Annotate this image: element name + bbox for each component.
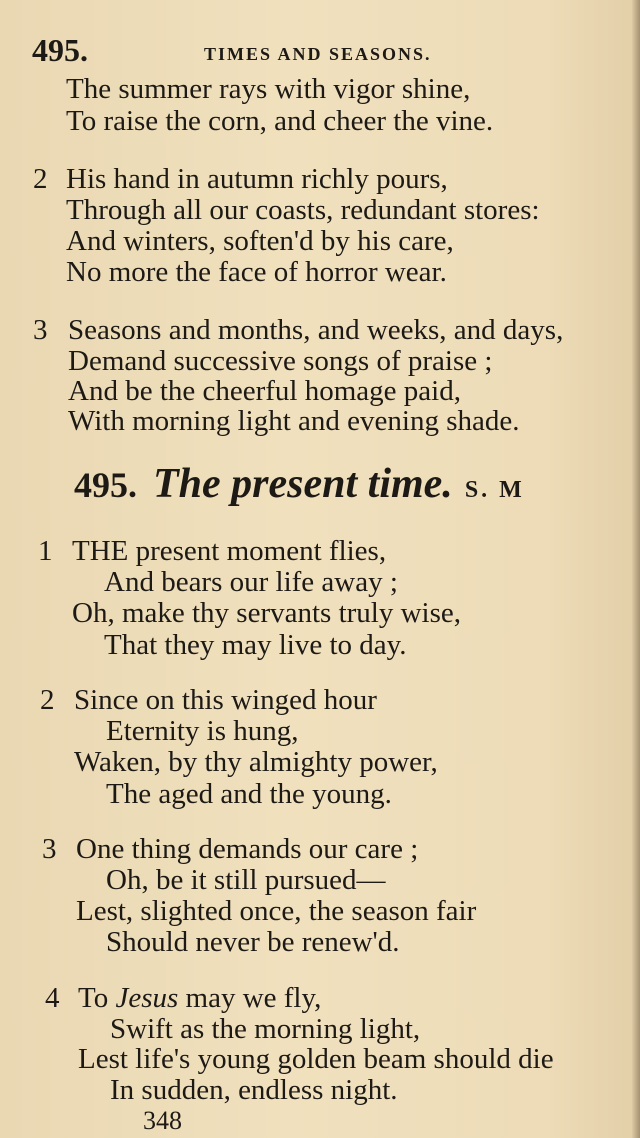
- verse-line: In sudden, endless night.: [110, 1074, 398, 1106]
- verse-line: And bears our life away ;: [104, 566, 398, 598]
- page-number: 348: [143, 1106, 182, 1135]
- verse-line: Waken, by thy almighty power,: [74, 746, 438, 778]
- verse-line: And be the cheerful homage paid,: [68, 375, 461, 407]
- verse-line: His hand in autumn richly pours,: [66, 163, 448, 195]
- verse-text: To: [78, 982, 116, 1014]
- verse-line: That they may live to day.: [104, 629, 407, 661]
- verse-number: 3: [42, 833, 57, 865]
- hymn-number: 495.: [74, 465, 137, 505]
- verse-line: Eternity is hung,: [106, 715, 299, 747]
- verse-line: Oh, be it still pursued—: [106, 864, 386, 896]
- verse-line: Lest life's young golden beam should die: [78, 1043, 554, 1075]
- verse-line: With morning light and evening shade.: [68, 405, 520, 437]
- verse-line: Through all our coasts, redundant stores:: [66, 194, 540, 226]
- verse-line: One thing demands our care ;: [76, 833, 419, 865]
- running-header: [32, 32, 622, 72]
- verse-line: [78, 981, 321, 1015]
- verse-line: And winters, soften'd by his care,: [66, 225, 454, 257]
- verse-line: THE present moment flies,: [72, 535, 387, 567]
- verse-number: 3: [33, 314, 48, 346]
- header-hymn-number: 495.: [32, 32, 88, 68]
- verse-line: Since on this winged hour: [74, 684, 377, 716]
- verse-number: 2: [33, 163, 48, 195]
- verse-line: No more the face of horror wear.: [66, 256, 447, 288]
- verse-line: The summer rays with vigor shine,: [66, 73, 471, 105]
- verse-line: Lest, slighted once, the season fair: [76, 895, 477, 927]
- verse-text: may we fly,: [178, 982, 322, 1014]
- verse-number: 4: [45, 982, 60, 1014]
- verse-line: Swift as the morning light,: [110, 1013, 421, 1045]
- hymn-title-line: [74, 460, 634, 510]
- italic-name: Jesus: [115, 982, 179, 1014]
- verse-line: The aged and the young.: [106, 778, 392, 810]
- header-title: TIMES AND SEASONS.: [204, 44, 432, 64]
- verse-number: 2: [40, 684, 55, 716]
- verse-line: Should never be renew'd.: [106, 926, 400, 958]
- hymn-meter: S. M: [464, 477, 525, 503]
- verse-number: 1: [38, 535, 53, 567]
- hymn-title: The present time.: [153, 461, 453, 507]
- verse-line: Seasons and months, and weeks, and days,: [68, 314, 564, 346]
- verse-line: Oh, make thy servants truly wise,: [72, 597, 462, 629]
- page-edge-shadow: [632, 0, 640, 1138]
- verse-line: To raise the corn, and cheer the vine.: [66, 105, 494, 137]
- verse-line: Demand successive songs of praise ;: [68, 345, 493, 377]
